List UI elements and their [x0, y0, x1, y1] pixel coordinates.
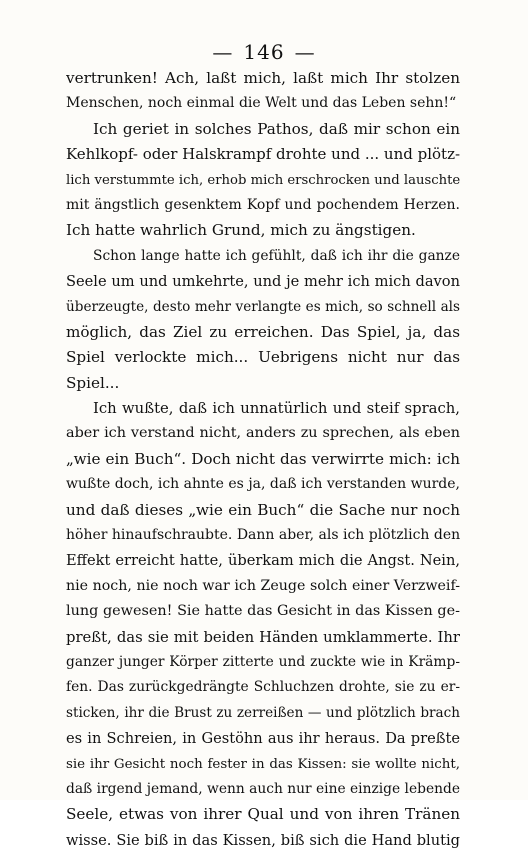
header-dash-right: —	[294, 40, 316, 64]
text-line: nie noch, nie noch war ich Zeuge solch einer Verzweif-	[66, 577, 460, 594]
text-line: Ich wußte, daß ich unnatürlich und steif sprach,	[93, 400, 460, 418]
text-line: überzeugte, desto mehr verlangte es mich, so schnell als	[66, 298, 460, 315]
text-line: preßt, das sie mit beiden Händen umklammerte. Ihr	[66, 628, 460, 646]
text-line: lung gewesen! Sie hatte das Gesicht in das Kissen ge-	[66, 603, 460, 620]
text-line: höher hinaufschraubte. Dann aber, als ich plötzlich den	[66, 527, 460, 544]
page-number: 146	[243, 40, 285, 64]
text-line: wisse. Sie biß in das Kissen, biß sich die Hand blutig	[66, 831, 460, 849]
text-line: aber ich verstand nicht, anders zu sprechen, als eben	[66, 425, 460, 442]
text-line: daß irgend jemand, wenn auch nur eine einzige lebende	[66, 780, 460, 797]
text-line: vertrunken! Ach, laßt mich, laßt mich Ihr stolzen	[66, 69, 460, 87]
text-line: „wie ein Buch“. Doch nicht das verwirrte mich: ich	[66, 449, 460, 468]
text-line: Schon lange hatte ich gefühlt, daß ich ihr die ganze	[93, 247, 460, 264]
text-line: Ich hatte wahrlich Grund, mich zu ängstigen.	[66, 221, 416, 240]
text-line: Menschen, noch einmal die Welt und das Leben sehn!“	[66, 95, 457, 112]
text-line: ganzer junger Körper zitterte und zuckte wie in Krämp-	[66, 653, 460, 670]
text-line: und daß dieses „wie ein Buch“ die Sache nur noch	[66, 500, 460, 519]
text-line: Seele um und umkehrte, und je mehr ich mich davon	[66, 273, 460, 291]
text-line: mit ängstlich gesenktem Kopf und pochendem Herzen.	[66, 196, 460, 213]
text-line: sie ihr Gesicht noch fester in das Kissen: sie wollte nicht,	[66, 756, 460, 772]
page-header	[0, 40, 528, 64]
text-line: Spiel verlockte mich... Uebrigens nicht nur das	[66, 348, 460, 367]
text-line: möglich, das Ziel zu erreichen. Das Spiel, ja, das	[66, 322, 460, 341]
text-line: Spiel...	[66, 373, 120, 392]
body-text	[66, 66, 460, 853]
header-dash-left: —	[212, 40, 234, 64]
text-line: sticken, ihr die Brust zu zerreißen — und plötzlich brach	[66, 704, 460, 721]
text-line: Ich geriet in solches Pathos, daß mir schon ein	[93, 119, 460, 138]
text-line: Seele, etwas von ihrer Qual und von ihren Tränen	[66, 805, 460, 824]
text-line: fen. Das zurückgedrängte Schluchzen drohte, sie zu er-	[66, 679, 460, 696]
text-line: es in Schreien, in Gestöhn aus ihr heraus. Da preßte	[66, 730, 460, 748]
text-line: Effekt erreicht hatte, überkam mich die Angst. Nein,	[66, 552, 460, 570]
text-line: lich verstummte ich, erhob mich erschrocken und lauschte	[66, 172, 460, 188]
text-line: Kehlkopf- oder Halskrampf drohte und ... und plötz-	[66, 145, 460, 164]
text-line: wußte doch, ich ahnte es ja, daß ich verstanden wurde,	[66, 476, 460, 493]
